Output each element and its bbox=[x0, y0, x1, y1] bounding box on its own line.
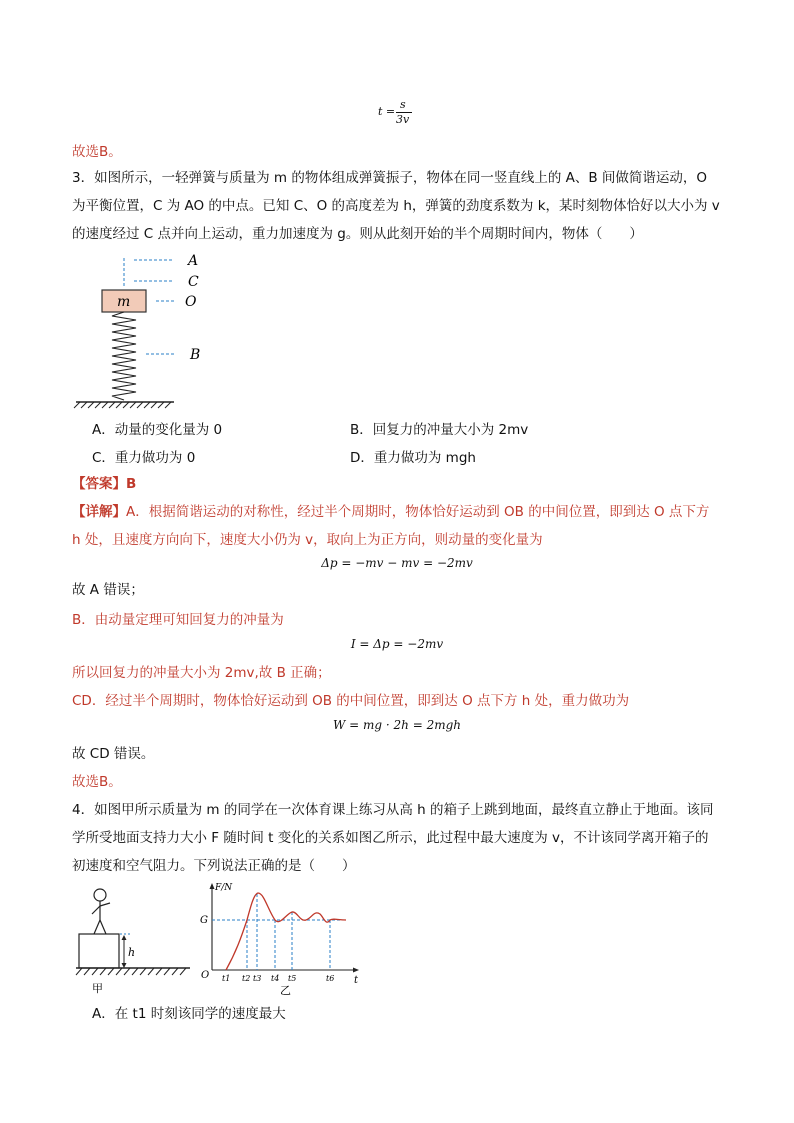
q3-stem-line2: 为平衡位置，C 为 AO 的中点。已知 C、O 的高度差为 h，弹簧的劲度系数为 k，某时刻物体恰好以大小为 v bbox=[72, 198, 720, 214]
q3-equation-2: I = Δp = −2mv bbox=[350, 637, 444, 651]
caption-yi: 乙 bbox=[280, 984, 291, 997]
q3-detail-line2: h 处，且速度方向向下，速度大小仍为 v，取向上为正方向，则动量的变化量为 bbox=[72, 532, 543, 548]
t-axis-label: t bbox=[354, 975, 359, 986]
q3-option-b: B．回复力的冲量大小为 2mv bbox=[350, 422, 529, 438]
h-label: h bbox=[128, 946, 136, 959]
q3-option-a: A．动量的变化量为 0 bbox=[92, 422, 223, 438]
mass-label: m bbox=[117, 294, 131, 310]
q3-a-wrong: 故 A 错误； bbox=[72, 582, 144, 598]
q3-detail-line1 bbox=[72, 502, 724, 522]
t4-label: t4 bbox=[271, 974, 280, 983]
q3-option-c: C．重力做功为 0 bbox=[92, 450, 196, 466]
label-a: A bbox=[188, 253, 199, 269]
force-curve bbox=[226, 893, 346, 970]
q3-answer: 【答案】B bbox=[72, 476, 137, 492]
box bbox=[79, 934, 119, 968]
q3-option-d: D．重力做功为 mgh bbox=[350, 450, 476, 466]
detail-tag: 【详解】 bbox=[72, 504, 126, 520]
t6-label: t6 bbox=[326, 974, 335, 983]
q3-equation-3: W = mg · 2h = 2mgh bbox=[333, 718, 461, 732]
q4-stem-line3: 初速度和空气阻力。下列说法正确的是（ ） bbox=[72, 858, 356, 874]
q3-stem-line3: 的速度经过 C 点并向上运动，重力加速度为 g。则从此刻开始的半个周期时间内，物体（ ） bbox=[72, 226, 643, 242]
formula-lhs: t = bbox=[378, 105, 396, 118]
ground-hatching bbox=[74, 402, 171, 408]
person-arm-right bbox=[100, 903, 110, 906]
q3-conclusion: 故选B。 bbox=[72, 774, 122, 790]
spring bbox=[112, 312, 136, 400]
q4-stem-line1: 4．如图甲所示质量为 m 的同学在一次体育课上练习从高 h 的箱子上跳到地面，最终直立静止于地面。该同 bbox=[72, 802, 714, 818]
ground-hatching bbox=[76, 968, 186, 975]
figure-jia bbox=[72, 880, 196, 1000]
q3-equation-1: Δp = −mv − mv = −2mv bbox=[321, 556, 473, 570]
q3-b-intro: B．由动量定理可知回复力的冲量为 bbox=[72, 612, 284, 628]
person-head bbox=[94, 889, 106, 901]
t1-label: t1 bbox=[222, 974, 231, 983]
t3-label: t3 bbox=[253, 974, 262, 983]
q4-option-a: A．在 t1 时刻该同学的速度最大 bbox=[92, 1006, 286, 1022]
q3-stem-line1: 3．如图所示，一轻弹簧与质量为 m 的物体组成弹簧振子，物体在同一竖直线上的 A、B 间做简谐运动，O bbox=[72, 170, 708, 186]
t2-label: t2 bbox=[242, 974, 251, 983]
q3-cd-wrong: 故 CD 错误。 bbox=[72, 746, 155, 762]
q3-cd-line: CD．经过半个周期时，物体恰好运动到 OB 的中间位置，即到达 O 点下方 h 处，重力做功为 bbox=[72, 693, 630, 709]
q4-stem-line2: 学所受地面支持力大小 F 随时间 t 变化的关系如图乙所示，此过程中最大速度为 v，不计该同学离开箱子的 bbox=[72, 830, 709, 846]
person-leg-left bbox=[94, 920, 100, 934]
t5-label: t5 bbox=[288, 974, 297, 983]
f-axis-label: F/N bbox=[215, 883, 233, 893]
spring-oscillator-figure bbox=[70, 248, 240, 410]
detail-text1: A．根据简谐运动的对称性，经过半个周期时，物体恰好运动到 OB 的中间位置，即到达 O 点下方 bbox=[126, 504, 710, 520]
label-o: O bbox=[185, 294, 197, 310]
label-b: B bbox=[190, 347, 201, 363]
formula-denominator: 3v bbox=[396, 113, 410, 126]
person-leg-right bbox=[100, 920, 106, 934]
figure-yi bbox=[196, 880, 366, 1000]
person-arm-left bbox=[92, 906, 100, 914]
label-c: C bbox=[188, 274, 199, 290]
q3-b-conclusion: 所以回复力的冲量大小为 2mv,故 B 正确； bbox=[72, 665, 331, 681]
g-label: G bbox=[200, 915, 208, 926]
top-conclusion: 故选B。 bbox=[72, 144, 122, 160]
caption-jia: 甲 bbox=[92, 982, 103, 995]
time-markers bbox=[247, 894, 330, 970]
origin-label: O bbox=[201, 970, 210, 981]
formula-numerator: s bbox=[400, 98, 406, 111]
